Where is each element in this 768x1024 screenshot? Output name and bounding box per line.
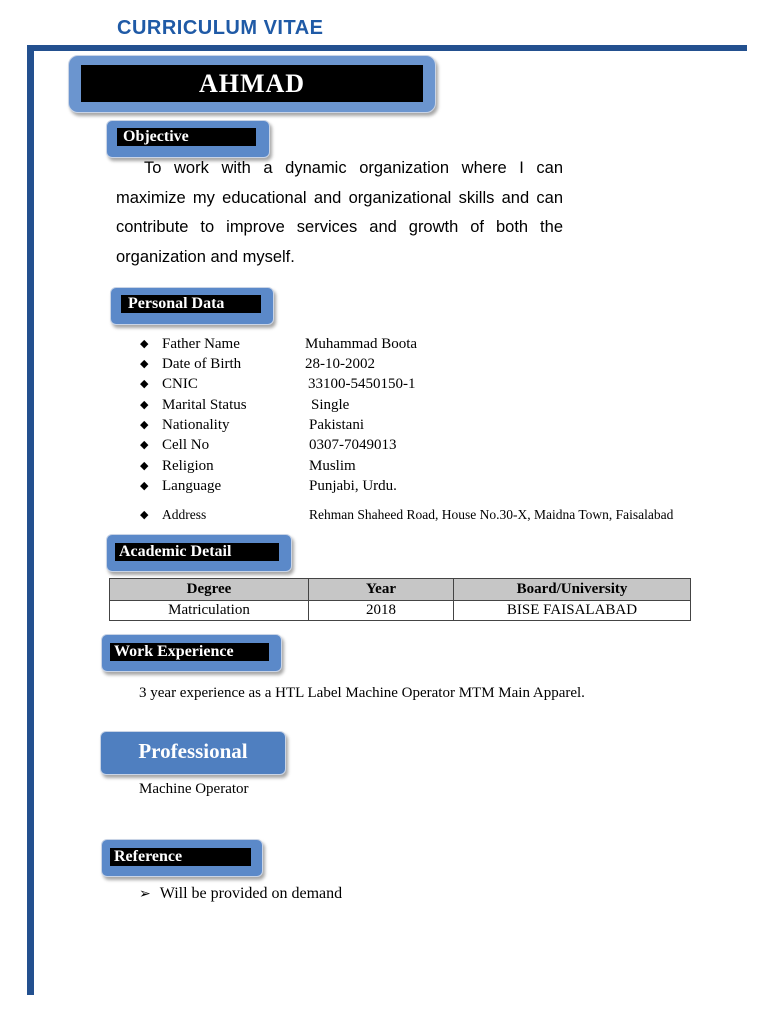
column-header-board: Board/University [454, 579, 691, 601]
personal-item-value: 33100-5450150-1 [308, 376, 416, 392]
candidate-name: AHMAD [81, 65, 423, 102]
diamond-bullet-icon: ◆ [140, 460, 149, 472]
table-cell: 2018 [309, 601, 454, 621]
personal-item-label: Date of Birth [162, 356, 242, 372]
table-header-row [110, 579, 691, 601]
personal-item-label: Marital Status [162, 397, 247, 413]
professional-text: Machine Operator [139, 781, 249, 797]
table-cell: Matriculation [110, 601, 309, 621]
diamond-bullet-icon: ◆ [140, 480, 149, 492]
reference-text: Will be provided on demand [159, 885, 343, 902]
personal-item-label: Cell No [162, 437, 210, 453]
personal-item-value: 28-10-2002 [305, 356, 375, 372]
academic-table [109, 578, 691, 621]
personal-item-label: Father Name [162, 336, 240, 352]
objective-heading: Objective [117, 128, 256, 146]
work-experience-heading-box [101, 634, 282, 672]
table-cell: BISE FAISALABAD [454, 601, 691, 621]
personal-item-label: CNIC [162, 376, 198, 392]
personal-item-value: Pakistani [309, 417, 364, 433]
personal-item-label: Language [162, 478, 222, 494]
work-experience-text: 3 year experience as a HTL Label Machine Operator MTM Main Apparel. [139, 685, 585, 701]
academic-detail-heading-box [106, 534, 292, 572]
column-header-year: Year [309, 579, 454, 601]
personal-item-value: Muhammad Boota [305, 336, 418, 352]
objective-heading-box [106, 120, 270, 158]
column-header-degree: Degree [110, 579, 309, 601]
left-border-rule [27, 45, 34, 995]
personal-item-value: 0307-7049013 [309, 437, 397, 453]
personal-item-label: Nationality [162, 417, 230, 433]
personal-item-value: Punjabi, Urdu. [309, 478, 397, 494]
diamond-bullet-icon: ◆ [140, 399, 149, 411]
diamond-bullet-icon: ◆ [140, 419, 149, 431]
diamond-bullet-icon: ◆ [140, 358, 149, 370]
personal-item-label: Religion [162, 458, 214, 474]
reference-item [139, 885, 342, 903]
diamond-bullet-icon: ◆ [140, 509, 149, 521]
reference-heading: Reference [110, 848, 251, 866]
professional-heading-box [100, 731, 286, 775]
personal-item-value: Rehman Shaheed Road, House No.30-X, Maidna Town, Faisalabad [309, 507, 674, 522]
professional-heading: Professional [138, 739, 248, 763]
personal-item-value: Muslim [309, 458, 356, 474]
personal-item-value: Single [311, 397, 350, 413]
document-title: CURRICULUM VITAE [117, 17, 324, 39]
diamond-bullet-icon: ◆ [140, 338, 149, 350]
work-experience-heading: Work Experience [110, 643, 269, 661]
diamond-bullet-icon: ◆ [140, 378, 149, 390]
academic-detail-heading: Academic Detail [115, 543, 279, 561]
reference-heading-box [101, 839, 263, 877]
diamond-bullet-icon: ◆ [140, 439, 149, 451]
arrow-bullet-icon: ➢ [139, 887, 151, 902]
personal-data-heading-box [110, 287, 274, 325]
objective-text: To work with a dynamic organization where I can maximize my educational and organizational skills and can contribute to improve services and growth of both the organization and myself. [116, 159, 563, 266]
table-row [110, 601, 691, 621]
personal-item-label: Address [162, 507, 207, 522]
personal-data-heading: Personal Data [121, 295, 261, 313]
name-banner [68, 55, 436, 113]
top-border-rule [27, 45, 747, 51]
